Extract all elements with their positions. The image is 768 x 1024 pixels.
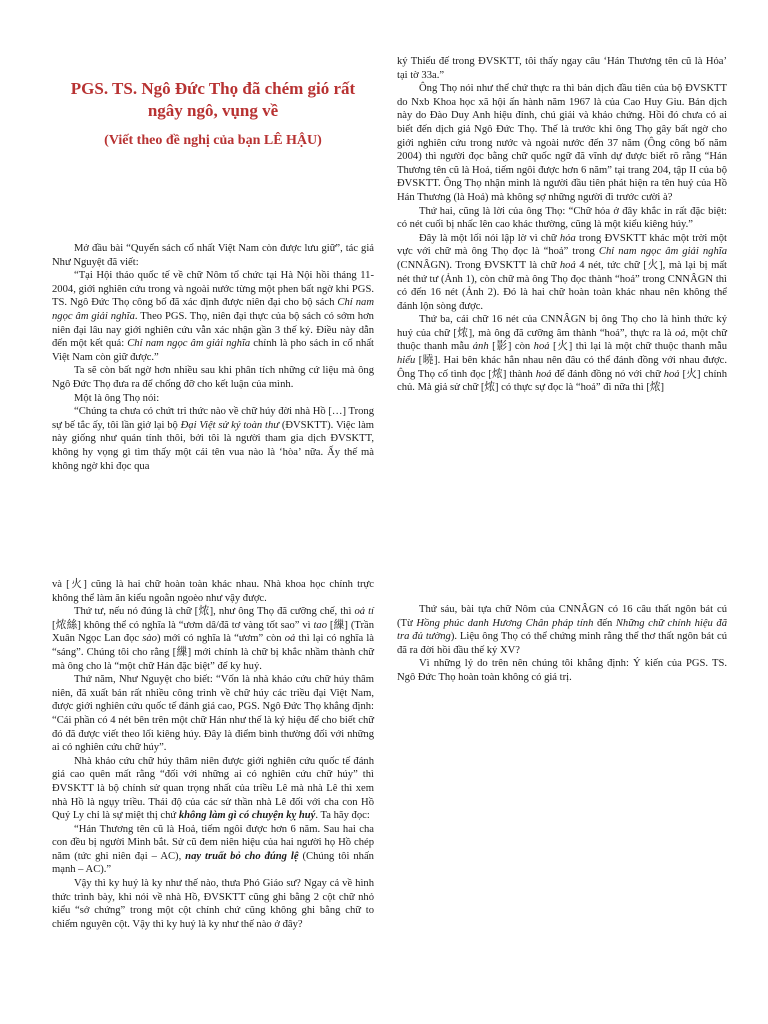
emphasis: không làm gì có chuyện kỵ huý <box>178 810 316 822</box>
quote-paragraph: “Hán Thương tên cũ là Hoả, tiếm ngôi được hơn 6 năm. Sau hai cha con đều bị người Minh bắt. Sử cũ đem niên hiệu của hai người họ Hồ chép năm (tức ghi niên đại – AC), nay truất bỏ cho đúng lệ (Chúng tôi nhấn mạnh – AC).” <box>52 823 374 876</box>
column-left-top <box>52 242 374 473</box>
paragraph: Vậy thì ky huý là ky như thế nào, thưa Phó Giáo sư? Ngay cả về hình thức trình bày, khi nói về nhà Hồ, ĐVSKTT cũng ghi bằng 2 cột chữ nhỏ kiểu “sở chứng” trong một cột chính chứ cũng không ghi bằng chữ to chiếm nguyên cột. Vậy thì ky huý là ky như thế nào ở đây? <box>52 878 374 930</box>
paragraph: Đây là một lối nói lập lờ vì chữ hỏa trong ĐVSKTT khác một trời một vực với chữ mà ông Thọ đọc là “hoả” trong Chỉ nam ngọc âm giải nghĩa (CNNÂGN). Trong ĐVSKTT là chữ hoả 4 nét, tức chữ [火], mà lại bị mất nét thứ tư (Ảnh 1), còn chữ mà ông Thọ đọc thành “hoả” trong CNNÂGN thì có đến 16 nét (Ảnh 2). Đó là hai chữ hoàn toàn khác nhau nên không thể đánh lộn sòng được. <box>397 232 727 312</box>
paragraph: Thứ sáu, bài tựa chữ Nôm của CNNÂGN có 16 câu thất ngôn bát cú (Từ Hồng phúc danh Hương Chân pháp tính đến Những chữ chính hiệu đã tra đủ tường). Liệu ông Thọ có thể chứng minh rằng thể thơ thất ngôn bát cú đã ra đời hồi đầu thế kỷ XV? <box>397 604 728 656</box>
paragraph: Thứ hai, cũng là lời của ông Thọ: “Chữ hỏa ở đây khắc in rất đặc biệt: có nét cuối bị nhấc lên cao khác thường, cũng là một kiểu kiêng húy.” <box>397 205 727 231</box>
column-right-bottom <box>397 603 727 685</box>
article-title: PGS. TS. Ngô Đức Thọ đã chém gió rất ngây ngô, vụng về <box>70 79 356 120</box>
book-title: Chỉ nam ngọc âm giải nghĩa <box>127 338 251 350</box>
paragraph: Mở đầu bài “Quyển sách cổ nhất Việt Nam còn được lưu giữ”, tác giả Như Nguyệt đã viết: <box>52 243 374 268</box>
paragraph: Ông Thọ nói như thể chứ thực ra thì bản dịch đầu tiên của bộ ĐVSKTT do Nxb Khoa học xã hội ấn hành năm 1967 là của Cao Huy Giu. Bản dịch này do Đào Duy Anh hiệu đính, chú giải và khảo chứng. Hồi đó chưa có ai biết đến dịch giả Ngô Đức Thọ. Thế là trước khi ông Thọ gây bất ngờ cho giới nghiên cứu trong nước và ngoài nước đến 37 năm (Ông công bố năm 2004) thì người đọc bằng chữ quốc ngữ đã vĩnh dự được biết rõ rằng “Hán Thương tên cũ là Hoả, tiếm ngôi được hơn 6 năm” tại trang 204, tập II của bộ ĐVSKTT. Ông Thọ nhận mình là người đầu tiên phát hiện ra tên huý của Hồ Hán Thương (là Hoả) mà không sợ những người đi trước cười à? <box>397 83 727 203</box>
book-title: Đại Việt sử ký toàn thư <box>180 419 280 431</box>
article-subtitle: (Viết theo đề nghị của bạn LÊ HẬU) <box>104 133 322 148</box>
book-title: Chỉ nam ngọc âm giải nghĩa <box>52 297 374 322</box>
conclusion-paragraph: Vì những lý do trên nên chúng tôi khẳng định: Ý kiến của PGS. TS. Ngô Đức Thọ hoàn toàn không có giá trị. <box>397 658 727 683</box>
column-right-top <box>397 55 727 395</box>
paragraph: Thứ ba, cái chữ 16 nét của CNNÂGN bị ông Thọ cho là hình thức ký huý của chữ [㶶], mà ông đã cưỡng âm thành “hoả”, thực ra là oả, một chữ thuộc thanh mẫu ảnh [影] còn hoả [火] thì lại là một chữ thuộc thanh mẫu hiểu [曉]. Hai bên khác hẳn nhau nên đâu có thể đánh đồng với nhau được. Ông Thọ cố tình đọc [㶶] thành hoả để đánh đồng nó với chữ hoả [火] chính chủ. Mà giả sử chữ [㶶] có thực sự đọc là “hoả” đi nữa thì [㶶] <box>397 314 728 394</box>
paragraph: Ta sẽ còn bất ngờ hơn nhiều sau khi phân tích những cứ liệu mà ông Ngô Đức Thọ đưa ra để chống đỡ cho kết luận của mình. <box>52 365 374 390</box>
emphasis: nay truất bỏ cho đúng lệ <box>185 850 299 862</box>
quote-paragraph: “Tại Hội thảo quốc tế về chữ Nôm tổ chức tại Hà Nội hồi tháng 11-2004, giới nghiên cứu trong và ngoài nước từng một phen bất ngờ khi PGS. TS. Ngô Đức Thọ công bố đã xác định được niên đại cho bộ sách Chỉ nam ngọc âm giải nghĩa. Theo PGS. Thọ, niên đại thực của bộ sách có sớm hơn niên đại lâu nay giới nghiên cứu vẫn xác nhận gần 3 thế kỷ. Điều này dẫn đến một kết quả: Chỉ nam ngọc âm giải nghĩa chính là pho sách in cổ nhất Việt Nam còn giữ được.” <box>52 270 374 363</box>
paragraph: Thứ năm, Như Nguyệt cho biết: “Vốn là nhà khảo cứu chữ húy thâm niên, đã xuất bản rất nhiều công trình về chữ húy các triều đại Việt Nam, được giới nghiên cứu quốc tế đánh giá cao, PGS. Ngô Đức Thọ khẳng định: “Cái phần có 4 nét bên trên một chữ Hán như thế là ký hiệu để cho biết chữ đó đã được viết theo lối kiêng húy. Đây là điểm bình thường đối với những ai có nghiên cứu chữ húy”. <box>52 674 374 754</box>
paragraph: và [火] cũng là hai chữ hoàn toàn khác nhau. Nhà khoa học chính trực không thể làm ăn kiểu ngoằn ngoèo như vậy được. <box>52 579 374 604</box>
paragraph: ký Thiếu đế trong ĐVSKTT, tôi thấy ngay câu ‘Hán Thương tên cũ là Hỏa’ tại tờ 33a.” <box>397 56 727 81</box>
paragraph: Thứ tư, nếu nó đúng là chữ [㶶], như ông Thọ đã cưỡng chế, thì oả tí [㶶絲] không thể có nghĩa là “ươm dâ/đã tơ vàng tốt sao” vì tao [繅] (Trần Xuân Ngọc Lan đọc sào) mới có nghĩa là “ươm” còn oả thì lại có nghĩa là “sáng”. Chúng tôi cho rằng [繅] mới chính là chữ bị khắc nhầm thành chữ mà ông cho là “một chữ Hán đặc biệt” để ky huý. <box>52 606 374 672</box>
paragraph: Một là ông Thọ nói: <box>74 392 160 404</box>
column-left-bottom <box>52 578 374 931</box>
paragraph: Nhà khảo cứu chữ húy thâm niên được giới nghiên cứu quốc tế đánh giá cao quên mất rằng “đối với những ai có nghiên cứu chữ húy” thì ĐVSKTT là bộ chính sử quan trọng nhất của triều Lê mà nhà Lê thì xem nhà Hồ là ngụy triều. Thái độ của các sử thần nhà Lê đối với cha con Hồ Quý Ly chỉ là sự miệt thị chứ không làm gì có chuyện kỵ huý. Ta hãy đọc: <box>52 755 374 822</box>
quote-paragraph: “Chúng ta chưa có chứt tri thức nào về chữ húy đời nhà Hồ […] Trong sự bế tắc ấy, tôi lần giở lại bộ Đại Việt sử ký toàn thư (ĐVSKTT). Việc làm này giống như quán tính thôi, bởi tôi là người tham gia dịch ĐVSKTT, không hy vọng gì tìm thấy một cái tên vua nào là ‘hòa’ nữa. Ấy thế mà không ngờ khi đọc qua <box>52 406 375 472</box>
